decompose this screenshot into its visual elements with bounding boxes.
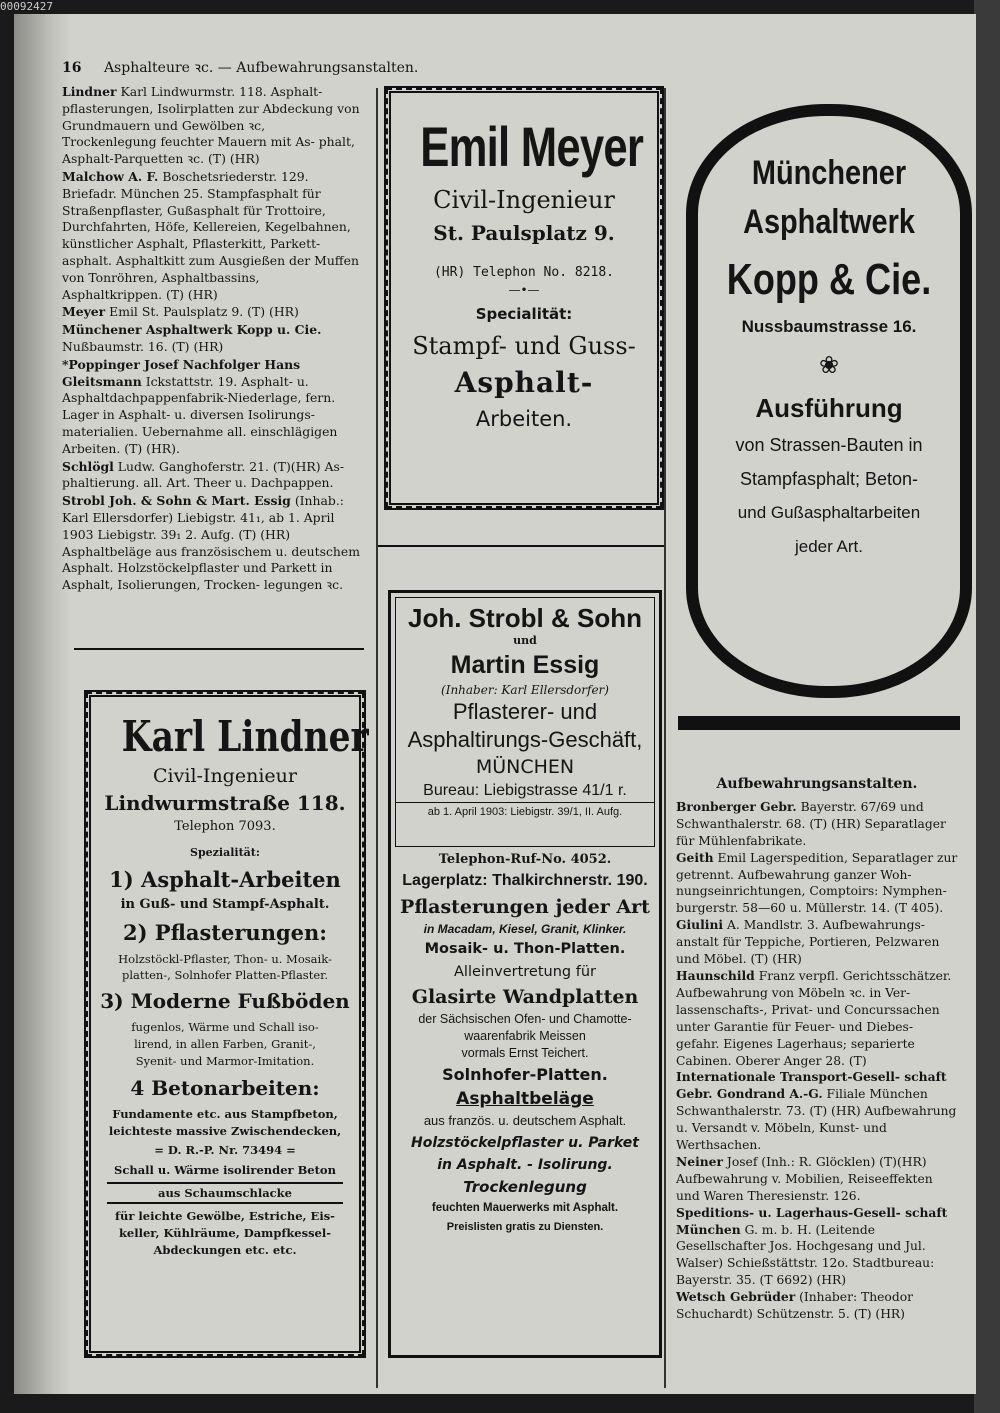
ad-kopp-text4: jeder Art. bbox=[794, 537, 864, 556]
ad-strobl-pfl-sub: in Macadam, Kiesel, Granit, Klinker. bbox=[423, 922, 627, 936]
ad-kopp bbox=[700, 150, 958, 670]
list-item: Speditions- u. Lagerhaus-Gesell- schaft München G. m. b. H. (Leitende Gesellschafter Jos. Hochgesang und Jul. Walser) Schießstättstr. 12o. Stadtbureau: Bayerstr. 35. (T 6692) (HR) bbox=[676, 1204, 948, 1288]
list-item: Wetsch Gebrüder (Inhaber: Theodor Schuchardt) Schützenstr. 5. (T) (HR) bbox=[676, 1289, 913, 1322]
ad-strobl-top bbox=[395, 597, 655, 847]
ad-strobl-glas-sub3: vormals Ernst Teichert. bbox=[461, 1046, 589, 1060]
list-item: Meyer Emil St. Paulsplatz 9. (T) (HR) bbox=[62, 304, 299, 320]
list-item: Bronberger Gebr. Bayerstr. 67/69 und Schwanthalerstr. 68. (T) (HR) Separatlager für Mühlenfabrikate. bbox=[676, 798, 946, 848]
ad-lindner-address: Lindwurmstraße 118. bbox=[104, 791, 346, 815]
ad-lindner-name: Karl Lindner bbox=[121, 712, 369, 761]
list-item: Münchener Asphaltwerk Kopp u. Cie. Nußbaumstr. 16. (T) (HR) bbox=[62, 322, 322, 354]
ad-meyer-name: Emil Meyer bbox=[420, 115, 644, 178]
ad-lindner-item3: 3) Moderne Fußböden bbox=[100, 989, 350, 1013]
ad-strobl-bureau: Bureau: Liebigstrasse 41/1 r. bbox=[423, 782, 627, 799]
column-divider bbox=[376, 88, 378, 1388]
divider bbox=[378, 545, 664, 547]
ad-lindner-item2-sub1: Holzstöckl-Pflaster, Thon- u. Mosaik- bbox=[118, 952, 332, 966]
fan-ornament-icon: ❀ bbox=[818, 351, 840, 379]
list-item: Giulini A. Mandlstr. 3. Aufbewahrungs- anstalt für Teppiche, Portieren, Pelzwaren und Möbel. (T) (HR) bbox=[676, 917, 940, 967]
ad-strobl-line3: Pflasterer- und bbox=[452, 699, 598, 724]
left-directory-column bbox=[62, 84, 362, 595]
next-page-edge bbox=[974, 0, 1000, 1413]
ad-strobl-asph: Asphaltbeläge bbox=[456, 1089, 594, 1109]
ad-kopp-text1: von Strassen-Bauten in bbox=[735, 435, 923, 455]
ad-strobl bbox=[388, 590, 662, 1358]
ad-kopp-address: Nussbaumstrasse 16. bbox=[741, 317, 917, 336]
list-item: Malchow A. F. Boschetsriederstr. 129. Briefadr. München 25. Stampfasphalt für Straßenpflaster, Gußasphalt für Trottoire, Durchfahrten, Höfe, Kellereien, Kegelbahnen, künstlicher Asphalt, Pflasterkitt, Parkett- asphalt. Asphaltkitt zum Ausgießen der Muffen von Tonröhren, Asphaltbassins, Asphaltkrippen. (T) (HR) bbox=[62, 168, 359, 302]
column-divider bbox=[664, 88, 666, 1388]
ad-strobl-city: MÜNCHEN bbox=[475, 756, 575, 778]
ad-meyer-title: Civil-Ingenieur bbox=[433, 186, 615, 214]
list-item: *Poppinger Josef Nachfolger Hans Gleitsmann Ickstattstr. 19. Asphalt- u. Asphaltdachpappenfabrik-Niederlage, fern. Lager in Asphalt- u. diversen Isolirungs- materialien. Uebernahme all. einschlägigen Arbeiten. (T) (HR). bbox=[62, 356, 338, 456]
ad-strobl-preis: Preislisten gratis zu Diensten. bbox=[446, 1221, 604, 1233]
ad-strobl-allein: Alleinvertretung für bbox=[454, 964, 596, 980]
header-title: Asphalteure ꝛc. — Aufbewahrungsanstalten. bbox=[103, 60, 419, 76]
ad-lindner-item4-sub4: Schall u. Wärme isolirender Beton bbox=[114, 1163, 336, 1177]
list-item: Haunschild Franz verpfl. Gerichtsschätzer. Aufbewahrung von Möbeln ꝛc. in Ver- lassenschafts-, Privat- und Concurssachen unter Garantie für Feuer- und Diebes- gefahr. Eigenes Lagerhaus; separierte Cabinen. Oberer Anger 28. (T) bbox=[676, 967, 952, 1068]
ad-lindner-item4-sub1: Fundamente etc. aus Stampfbeton, bbox=[112, 1107, 338, 1121]
ad-lindner-item2: 2) Pflasterungen: bbox=[122, 920, 328, 945]
ad-strobl-april: ab 1. April 1903: Liebigstr. 39/1, II. Aufg. bbox=[396, 802, 654, 821]
ad-strobl-asph-sub: aus französ. u. deutschem Asphalt. bbox=[423, 1113, 627, 1128]
ad-kopp-line2: Asphaltwerk bbox=[743, 203, 915, 241]
ad-lindner-item1-sub: in Guß- und Stampf-Asphalt. bbox=[120, 897, 330, 912]
ad-meyer-address: St. Paulsplatz 9. bbox=[433, 221, 615, 245]
list-item: Schlögl Ludw. Ganghoferstr. 21. (T)(HR) As- phaltierung. all. Art. Theer u. Dachpappen. bbox=[62, 458, 345, 491]
list-item: Internationale Transport-Gesell- schaft Gebr. Gondrand A.-G. Filiale München Schwanthalerstr. 73. (T) (HR) Aufbewahrung u. Versandt v. Möbeln, Kunst- und Werthsachen. bbox=[676, 1069, 957, 1153]
storage-column bbox=[676, 776, 958, 1323]
ad-kopp-line3: Kopp & Cie. bbox=[726, 255, 932, 304]
ad-meyer-line2: Asphalt- bbox=[454, 366, 594, 399]
ad-strobl-holz: Holzstöckelpflaster u. Parket bbox=[411, 1135, 639, 1151]
ad-strobl-trock-sub: feuchten Mauerwerks mit Asphalt. bbox=[431, 1202, 619, 1214]
ad-strobl-pfl: Pflasterungen jeder Art bbox=[400, 896, 650, 918]
ad-meyer-line3: Arbeiten. bbox=[475, 407, 573, 431]
running-header bbox=[62, 58, 419, 77]
ad-strobl-mosaik: Mosaik- u. Thon-Platten. bbox=[424, 941, 626, 957]
ad-meyer-special: Specialität: bbox=[475, 305, 573, 323]
ad-strobl-line2: Martin Essig bbox=[450, 651, 600, 679]
page-number: 16 bbox=[62, 60, 82, 76]
ad-kopp-text3: und Gußasphaltarbeiten bbox=[737, 503, 921, 522]
ad-strobl-trock: Trockenlegung bbox=[463, 1178, 587, 1196]
ad-strobl-line1: Joh. Strobl & Sohn bbox=[408, 603, 642, 633]
list-item: Strobl Joh. & Sohn & Mart. Essig (Inhab.: Karl Ellersdorfer) Liebigstr. 41₁, ab 1. April 1903 Liebigstr. 39₁ 2. Aufg. (T) (HR) Asphaltbeläge aus französischem u. deutschem Asphalt. Holzstöckelpflaster und Parkett in Asphalt, Isolierungen, Trocken- legungen ꝛc. bbox=[62, 493, 360, 593]
ornament: —•— bbox=[508, 283, 540, 297]
list-item: Geith Emil Lagerspedition, Separatlager zur getrennt. Aufbewahrung ganzer Woh- nungseinrichtungen, Comptoirs: Nymphen- burgerstr. 58—60 u. Müllerstr. 14. (T 405). bbox=[676, 849, 958, 916]
ad-emil-meyer bbox=[384, 86, 664, 510]
ad-strobl-glas-sub1: der Sächsischen Ofen- und Chamotte- bbox=[418, 1012, 632, 1026]
ad-strobl-glas-sub2: waarenfabrik Meissen bbox=[464, 1029, 586, 1043]
ad-lindner-item4-sub2: leichteste massive Zwischendecken, bbox=[108, 1124, 342, 1138]
thick-divider bbox=[678, 716, 960, 730]
ad-lindner-item3-sub1: fugenlos, Wärme und Schall iso- bbox=[131, 1020, 319, 1034]
list-item: Lindner Karl Lindwurmstr. 118. Asphalt- pflasterungen, Isolirplatten zur Abdeckung von Grundmauern und Gewölben ꝛc, Trockenlegung feuchter Mauern mit As- phalt, Asphalt-Parquetten ꝛc. (T) (HR) bbox=[62, 84, 360, 167]
section-heading: Aufbewahrungsanstalten. bbox=[716, 776, 918, 792]
ad-strobl-line4: Asphaltirungs-Geschäft, bbox=[407, 727, 643, 752]
ad-lindner-item2-sub2: platten-, Solnhofer Platten-Pflaster. bbox=[121, 968, 329, 982]
ad-strobl-phone: Telephon-Ruf-No. 4052. bbox=[438, 852, 612, 867]
ad-strobl-lager: Lagerplatz: Thalkirchnerstr. 190. bbox=[402, 872, 648, 889]
ad-meyer-line1: Stampf- und Guss- bbox=[412, 332, 636, 360]
ad-strobl-iso: in Asphalt. - Isolirung. bbox=[437, 1157, 613, 1173]
ad-kopp-heading: Ausführung bbox=[755, 393, 903, 423]
scan-code: 00092427 bbox=[0, 0, 53, 13]
ad-lindner-item4: 4 Betonarbeiten: bbox=[130, 1076, 320, 1100]
ad-lindner-item3-sub2: lirend, in allen Farben, Granit-, bbox=[134, 1037, 316, 1051]
ad-strobl-owner: (Inhaber: Karl Ellersdorfer) bbox=[441, 683, 609, 697]
ad-meyer-phone: (HR) Telephon No. 8218. bbox=[433, 265, 614, 280]
list-item: Neiner Josef (Inh.: R. Glöcklen) (T)(HR) Aufbewahrung v. Mobilien, Reiseeffekten und Waren Theresienstr. 126. bbox=[676, 1153, 933, 1203]
ad-lindner-item1: 1) Asphalt-Arbeiten bbox=[109, 867, 341, 892]
ad-lindner-special: Spezialität: bbox=[190, 846, 260, 859]
ad-kopp-line1: Münchener bbox=[751, 154, 907, 192]
ad-strobl-und: und bbox=[513, 634, 537, 647]
ad-kopp-text2: Stampfasphalt; Beton- bbox=[739, 469, 919, 489]
divider bbox=[74, 648, 364, 650]
ad-lindner-item4-sub5: aus Schaumschlacke bbox=[107, 1182, 343, 1204]
ad-strobl-soln: Solnhofer-Platten. bbox=[442, 1065, 608, 1084]
ad-lindner-item4-sub7: keller, Kühlräume, Dampfkessel- bbox=[118, 1226, 332, 1240]
ad-lindner-item3-sub3: Syenit- und Marmor-Imitation. bbox=[135, 1054, 315, 1068]
ad-lindner-title: Civil-Ingenieur bbox=[153, 765, 297, 787]
ad-lindner-item4-sub8: Abdeckungen etc. etc. bbox=[153, 1243, 297, 1257]
ad-strobl-glas: Glasirte Wandplatten bbox=[411, 986, 639, 1008]
ad-lindner-phone: Telephon 7093. bbox=[174, 819, 276, 834]
ad-lindner-item4-sub6: für leichte Gewölbe, Estriche, Eis- bbox=[115, 1209, 335, 1223]
ad-lindner-item4-sub3: = D. R.-P. Nr. 73494 = bbox=[154, 1143, 296, 1157]
ad-karl-lindner bbox=[84, 690, 369, 1358]
